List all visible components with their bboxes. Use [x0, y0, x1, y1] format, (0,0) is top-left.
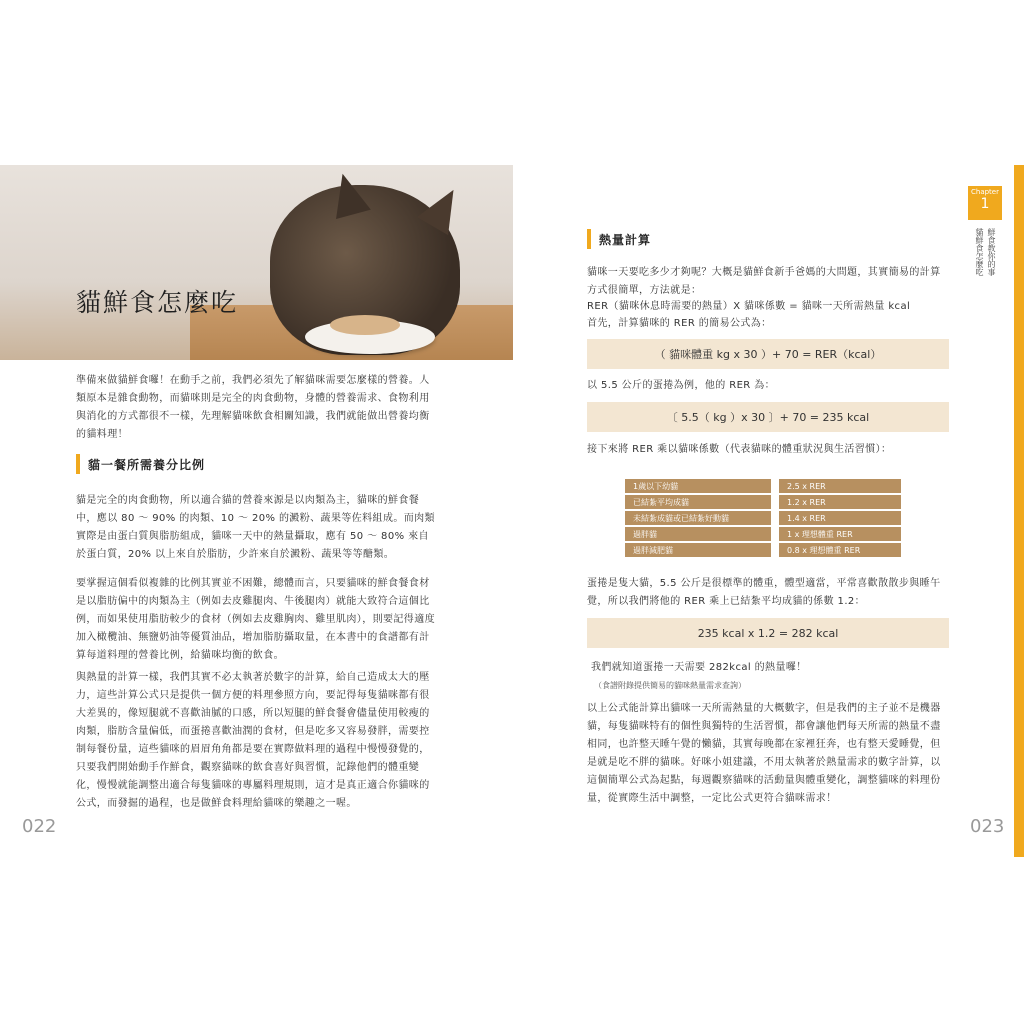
chapter-label: Chapter [971, 188, 999, 196]
page-number-left: 022 [22, 816, 57, 837]
result-note: （食譜附錄提供簡易的貓咪熱量需求查詢） [594, 681, 746, 690]
table-row [625, 511, 901, 525]
section-heading-calorie: 熱量計算 [587, 231, 651, 248]
table-cell-label: 過胖貓 [625, 527, 771, 541]
formula-rer: （ 貓咪體重 kg x 30 ）+ 70 = RER（kcal） [654, 348, 882, 361]
table-cell-value: 0.8 x 理想體重 RER [779, 543, 901, 557]
calorie-rer-text: 首先，計算貓咪的 RER 的簡易公式為： [587, 318, 772, 329]
table-row [625, 495, 901, 509]
chapter-accent-bar [1014, 165, 1024, 857]
closing-paragraph: 以上公式能計算出貓咪一天所需熱量的大概數字，但是我們的主子並不是機器貓，每隻貓咪特有的個性與獨特的生活習慣，都會讓他們每天所需的熱量不盡相同，也許整天睡午覺的懶貓，其實每晚都在家裡狂奔，也有整天愛睡覺，但是就是吃不胖的貓咪。好咪小姐建議，不用太執著於熱量需求的數字計算，以這個簡單公式為起點，每週觀察貓咪的活動量與體重變化，調整貓咪的料理份量，從實際生活中調整，一定比公式更符合貓咪需求！ [587, 703, 941, 804]
page-number-right: 023 [970, 816, 1005, 837]
cat-photo [0, 165, 513, 360]
calorie-intro: 貓咪一天要吃多少才夠呢？大概是貓鮮食新手爸媽的大問題，其實簡易的計算方式很簡單，方法就是： [587, 267, 941, 296]
table-cell-value: 1.4 x RER [779, 511, 901, 525]
chapter-number: 1 [980, 196, 990, 212]
table-row [625, 479, 901, 493]
chapter-badge [968, 186, 1002, 220]
table-cell-value: 2.5 x RER [779, 479, 901, 493]
chapter-side-text-2: 貓鮮食怎麼吃 [975, 228, 984, 276]
table-cell-label: 已結紮平均成貓 [625, 495, 771, 509]
table-cell-label: 1歲以下幼貓 [625, 479, 771, 493]
formula-example: 〔 5.5（ kg ）x 30 〕+ 70 = 235 kcal [666, 411, 870, 424]
table-cell-label: 過胖減肥貓 [625, 543, 771, 557]
paragraph-ratio-3: 與熱量的計算一樣，我們其實不必太執著於數字的計算，給自己造成太大的壓力，這些計算公式只是提供一個方便的料理參照方向，要記得每隻貓咪都有很大差異的，像短腿就不喜歡油膩的口感，所以短腿的鮮食餐會儘量使用較瘦的肉類，脂肪含量偏低，而蛋捲喜歡油潤的食材，但是吃多又容易發胖，需要控制每餐份量，這些貓咪的眉眉角角都是要在實際做料理的過程中慢慢發覺的，只要我們開始動手作鮮食，觀察貓咪的飲食喜好與習慣，記錄他們的體重變化，慢慢就能調整出適合每隻貓咪的專屬料理規則，這才是真正適合你貓咪的公式，而發掘的過程，也是做鮮食料理給貓咪的樂趣之一喔。 [76, 672, 430, 809]
section-heading-ratio: 貓一餐所需養分比例 [76, 456, 205, 473]
table-cell-label: 未結紮成貓或已結紮好動貓 [625, 511, 771, 525]
formula-box-example [587, 402, 949, 432]
coefficient-text: 接下來將 RER 乘以貓咪係數（代表貓咪的體重狀況與生活習慣）： [587, 444, 892, 455]
chapter-side-text-1: 鮮食教你的事 [987, 228, 996, 276]
table-row [625, 527, 901, 541]
intro-paragraph: 準備來做貓鮮食囉！在動手之前，我們必須先了解貓咪需要怎麼樣的營養。人類原本是雜食動物，而貓咪則是完全的肉食動物，身體的營養需求、食物利用與消化的方式都很不一樣，先理解貓咪飲食相關知識，我們就能做出營養均衡的貓料理！ [76, 375, 430, 440]
table-cell-value: 1 x 理想體重 RER [779, 527, 901, 541]
coefficient-table [625, 477, 901, 559]
food-portion [330, 315, 400, 335]
formula-box-result [587, 618, 949, 648]
table-cell-value: 1.2 x RER [779, 495, 901, 509]
formula-result: 235 kcal x 1.2 = 282 kcal [697, 626, 839, 640]
page-title: 貓鮮食怎麼吃 [76, 288, 239, 317]
calorie-formula-text: RER（貓咪休息時需要的熱量）X 貓咪係數 = 貓咪一天所需熱量 kcal [587, 301, 911, 312]
paragraph-ratio-2: 要掌握這個看似複雜的比例其實並不困難，總體而言，只要貓咪的鮮食餐食材是以脂肪偏中的肉類為主（例如去皮雞腿肉、牛後腿肉）就能大致符合這個比例，而如果使用脂肪較少的食材（例如去皮雞胸肉、雞里肌肉），則要記得適度加入橄欖油、無鹽奶油等優質油品，增加脂肪攝取量，在本書中的食譜都有計算每道料理的營養比例，給貓咪均衡的飲食。 [76, 578, 435, 661]
example-paragraph: 蛋捲是隻大貓，5.5 公斤是很標準的體重，體型適當，平常喜歡散散步與睡午覺，所以我們將他的 RER 乘上已結紮平均成貓的係數 1.2： [587, 578, 941, 607]
table-row [625, 543, 901, 557]
formula-box-rer [587, 339, 949, 369]
result-text: 我們就知道蛋捲一天需要 282kcal 的熱量囉！ [591, 662, 807, 673]
example-text: 以 5.5 公斤的蛋捲為例，他的 RER 為： [587, 380, 776, 391]
paragraph-ratio-1: 貓是完全的肉食動物，所以適合貓的營養來源是以肉類為主，貓咪的鮮食餐中，應以 80 ～ 90% 的肉類、10 ～ 20% 的澱粉、蔬果等佐料組成。而肉類實際是由蛋白質與脂肪組成，貓咪一天中的熱量攝取，應有 50 ～ 80% 來自於蛋白質，20% 以上來自於脂肪，少許來自於澱粉、蔬果等等醣類。 [76, 495, 435, 560]
